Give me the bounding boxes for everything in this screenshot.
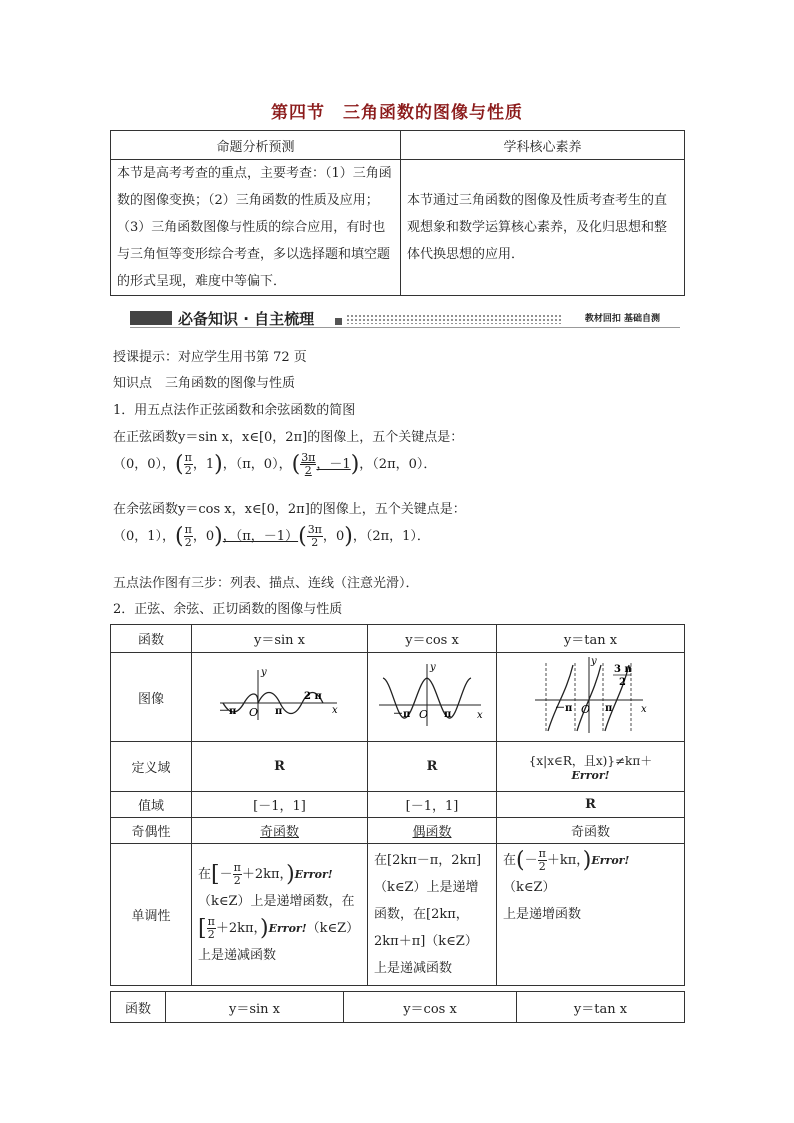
banner-heading: 必备知识 · 自主梳理	[178, 310, 315, 328]
label-y: y	[260, 667, 267, 678]
intro-col1-text: 本节是高考考查的重点，主要考查：（1）三角函数的图像变换；（2）三角函数的性质及应用；（3）三角函数图像与性质的综合应用，有时也与三角恒等变形综合考查，多以选择题和填空题的形式呈现，难度中等偏下．	[111, 160, 401, 296]
sin-name: y＝sin x	[192, 625, 368, 653]
tan-range: R	[497, 792, 685, 818]
intro-col1-header: 命题分析预测	[111, 131, 401, 160]
label-x: x	[331, 705, 338, 716]
section-1-heading: 1．用五点法作正弦函数和余弦函数的简图	[113, 403, 356, 418]
sin-point-5: ，（2π，0）．	[359, 457, 437, 472]
fraction: $\frac{\pi}{2}$	[233, 860, 241, 887]
footer-cos: y＝cos x	[344, 992, 517, 1023]
label-3pi-den: 2	[618, 677, 626, 688]
sin-key-points: （0，0），( $\frac{\pi}{2}$ ，1)，（π，0），( $\frac{3\pi}{2}$ ，－1)，（2π，0）．	[113, 451, 437, 477]
tan-branch	[548, 665, 573, 731]
label-pi: π	[604, 703, 612, 714]
footer-tan: y＝tan x	[517, 992, 685, 1023]
fraction: $\frac{3\pi}{2}$	[307, 523, 322, 549]
intro-table	[110, 130, 685, 296]
tan-domain-text: {x|x∈R，且x)}≠kπ＋	[528, 753, 653, 768]
sin-graph	[215, 665, 345, 725]
section-banner	[130, 308, 680, 328]
properties-table	[110, 624, 685, 986]
fraction: $\frac{\pi}{2}$	[207, 914, 215, 941]
label-neg-pi: －π	[218, 706, 236, 717]
fraction: $\frac{\pi}{2}$	[184, 523, 192, 549]
label-origin: O	[419, 708, 429, 721]
sin-parity: 奇函数	[192, 818, 368, 844]
banner-bar	[130, 311, 172, 325]
cos-name: y＝cos x	[368, 625, 497, 653]
label-pi: π	[444, 709, 452, 720]
sin-range: [－1，1]	[192, 792, 368, 818]
sin-point-2: 1	[205, 457, 215, 472]
label-origin: O	[580, 703, 590, 716]
banner-right-text: 教材回扣 基础自测	[584, 314, 660, 324]
intro-col2-header: 学科核心素养	[401, 131, 685, 160]
tan-name: y＝tan x	[497, 625, 685, 653]
fraction: $\frac{\pi}{2}$	[184, 451, 192, 477]
label-pi: π	[274, 706, 282, 717]
fraction: $\frac{3\pi}{2}$	[301, 451, 316, 477]
cos-range: [－1，1]	[368, 792, 497, 818]
knowledge-point: 知识点 三角函数的图像与性质	[113, 376, 296, 391]
footer-sin: y＝sin x	[166, 992, 344, 1023]
cos-monotonicity: 在[2kπ－π，2kπ]（k∈Z）上是递增函数，在[2kπ，2kπ＋π]（k∈Z）上是递减函数	[368, 844, 497, 986]
row-label-parity: 奇偶性	[111, 818, 192, 844]
sin-graph-cell	[192, 653, 368, 742]
cos-point-2: 0	[205, 529, 215, 544]
cos-graph	[377, 660, 487, 730]
cos-point-1: （0，1），	[113, 529, 176, 544]
tan-graph-cell	[497, 653, 685, 742]
steps-line: 五点法作图有三步：列表、描点、连线（注意光滑）．	[113, 576, 419, 591]
banner-dots	[346, 314, 561, 324]
hint-line: 授课提示：对应学生用书第 72 页	[113, 350, 307, 365]
sin-domain: R	[192, 742, 368, 792]
label-2pi: 2 π	[303, 691, 322, 702]
label-x: x	[477, 710, 483, 721]
label-origin: O	[248, 706, 258, 719]
sin-point-4: ，－1	[316, 457, 351, 472]
tan-graph	[531, 655, 651, 735]
label-x: x	[640, 704, 647, 715]
banner-square	[335, 318, 342, 325]
tan-domain	[497, 742, 685, 792]
label-neg-pi: －π	[393, 709, 411, 720]
cos-point-5: ，（2π，1）．	[352, 529, 430, 544]
cos-domain: R	[368, 742, 497, 792]
banner-rule	[130, 327, 680, 328]
sin-monotonicity: 在[－ $\frac{\pi}{2}$ ＋2kπ，)Error! （k∈Z）上是递增函数，在 [ $\frac{\pi}{2}$ ＋2kπ，)Error!（k∈Z） 上是递减函数	[192, 844, 368, 986]
label-y: y	[430, 662, 436, 673]
sin-intro: 在正弦函数y＝sin x，x∈[0，2π]的图像上，五个关键点是：	[113, 430, 464, 445]
row-label-mono: 单调性	[111, 844, 192, 986]
label-3pi-num: 3 π	[613, 664, 632, 675]
sin-point-3: ，（π，0），	[222, 457, 292, 472]
cos-graph-cell	[368, 653, 497, 742]
section-2-heading: 2．正弦、余弦、正切函数的图像与性质	[113, 602, 343, 617]
row-label-func: 函数	[111, 625, 192, 653]
footer-table	[110, 991, 685, 1023]
row-label-graph: 图像	[111, 653, 192, 742]
cos-point-4: 0	[335, 529, 345, 544]
tan-parity: 奇函数	[497, 818, 685, 844]
tan-monotonicity: 在(－ $\frac{\pi}{2}$ ＋kπ，)Error!（k∈Z） 上是递增函数	[497, 844, 685, 986]
cos-parity: 偶函数	[368, 818, 497, 844]
cos-intro: 在余弦函数y＝cos x，x∈[0，2π]的图像上，五个关键点是：	[113, 502, 466, 517]
cos-point-3: ，（π，－1）	[222, 529, 299, 544]
footer-func: 函数	[111, 992, 166, 1023]
label-neg-pi: －π	[554, 703, 572, 714]
fraction: $\frac{\pi}{2}$	[538, 847, 546, 873]
page-title: 第四节 三角函数的图像与性质	[271, 103, 523, 123]
label-y: y	[590, 656, 597, 667]
intro-col2-text: 本节通过三角函数的图像及性质考查考生的直观想象和数学运算核心素养，及化归思想和整体代换思想的应用．	[401, 160, 685, 296]
tan-domain-error: Error!	[571, 768, 610, 782]
sin-point-1: （0，0），	[113, 457, 176, 472]
row-label-domain: 定义域	[111, 742, 192, 792]
row-label-range: 值域	[111, 792, 192, 818]
cos-key-points: （0，1），( $\frac{\pi}{2}$ ，0)，（π，－1）( $\frac{3\pi}{2}$ ，0)，（2π，1）．	[113, 523, 430, 549]
